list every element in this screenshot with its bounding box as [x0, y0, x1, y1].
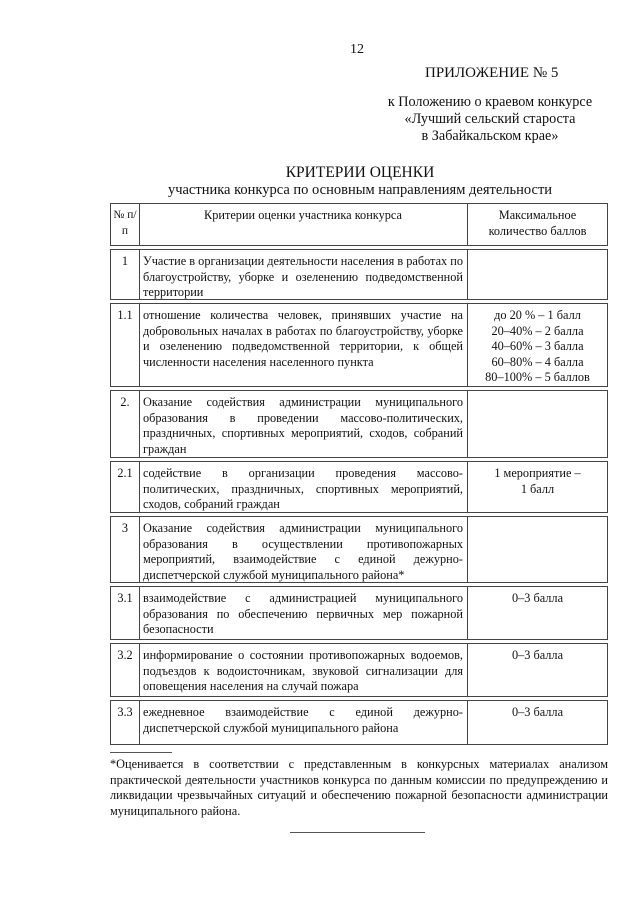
score-line: до 20 % – 1 балл: [494, 308, 581, 322]
header-criteria: Критерии оценки участника конкурса: [140, 204, 468, 245]
header-max-score: Максимальное количество баллов: [488, 208, 587, 238]
row-score: 0–3 балла: [511, 648, 564, 662]
score-line: 80–100% – 5 баллов: [485, 370, 590, 384]
score-line: 1 мероприятие –: [494, 466, 581, 480]
table-row: [110, 461, 608, 513]
row-criterion: взаимодействие с администрацией муниципального образования по обеспечению первичных мер пожарной безопасности: [140, 587, 468, 639]
row-criterion: содействие в организации проведения массово-политических, праздничных, спортивных мероприятий, сходов, собраний граждан: [140, 462, 468, 512]
row-number: 3.3: [111, 701, 140, 744]
row-number: 3: [111, 517, 140, 582]
table-row: [110, 390, 608, 458]
score-line: 60–80% – 4 балла: [491, 354, 584, 369]
table-row: [110, 700, 608, 745]
row-score: 0–3 балла: [511, 705, 564, 719]
row-criterion: Участие в организации деятельности населения в работах по благоустройству, уборке и озеленению подведомственной территории: [140, 250, 468, 299]
row-number: 1: [111, 250, 140, 299]
row-number: 2.: [111, 391, 140, 457]
table-row: [110, 643, 608, 697]
footnote-divider: [110, 752, 172, 753]
row-score: [468, 517, 607, 582]
row-score: [468, 391, 607, 457]
row-number: 1.1: [111, 304, 140, 386]
reference-line: «Лучший сельский староста: [404, 111, 576, 127]
score-line: 40–60% – 3 балла: [491, 339, 584, 353]
appendix-reference: [370, 94, 610, 145]
row-criterion: отношение количества человек, принявших участие на добровольных началах в работах по благоустройству, уборке и озеленению подведомственной территории, к общей численности населения населенного пункта: [140, 304, 468, 386]
row-score: 0–3 балла: [511, 591, 564, 605]
reference-line: к Положению о краевом конкурсе: [387, 94, 593, 110]
document-subtitle: участника конкурса по основным направлениям деятельности: [167, 182, 553, 198]
row-criterion: информирование о состоянии противопожарных водоемов, подъездов к водоисточникам, звуковой сигнализации для оповещения населения на случай пожара: [140, 644, 468, 696]
reference-line: в Забайкальском крае»: [421, 128, 559, 144]
footnote: *Оценивается в соответствии с представленным в конкурсных материалах анализом практической деятельности участников конкурса по данным комиссии по предупреждению и ликвидации чрезвычайных ситуаций и обеспечению пожарной безопасности администрации муниципального района.: [110, 757, 608, 818]
score-line: 20–40% – 2 балла: [491, 323, 584, 338]
table-row: [110, 249, 608, 300]
row-score: [468, 304, 607, 386]
row-number: 3.1: [111, 587, 140, 639]
end-divider: [290, 832, 425, 833]
row-criterion: Оказание содействия администрации муниципального образования в проведении массово-политических, праздничных, спортивных мероприятий, сходов, собраний граждан: [140, 391, 468, 457]
row-score: [468, 250, 607, 299]
page-number: 12: [350, 42, 364, 57]
table-row: [110, 516, 608, 583]
document-title: КРИТЕРИИ ОЦЕНКИ: [285, 164, 435, 181]
table-header: [110, 203, 608, 246]
row-criterion: Оказание содействия администрации муниципального образования в осуществлении противопожарных мероприятий, взаимодействие с единой дежурно-диспетчерской службой муниципального района*: [140, 517, 468, 582]
table-row: [110, 586, 608, 640]
row-number: 2.1: [111, 462, 140, 512]
score-line: 1 балл: [520, 481, 555, 496]
table-row: [110, 303, 608, 387]
criteria-table: [110, 203, 608, 748]
row-criterion: ежедневное взаимодействие с единой дежурно-диспетчерской службой муниципального района: [140, 701, 468, 744]
row-number: 3.2: [111, 644, 140, 696]
header-number: № п/п: [111, 204, 140, 245]
row-score: [468, 462, 607, 512]
appendix-label: ПРИЛОЖЕНИЕ № 5: [425, 65, 559, 81]
